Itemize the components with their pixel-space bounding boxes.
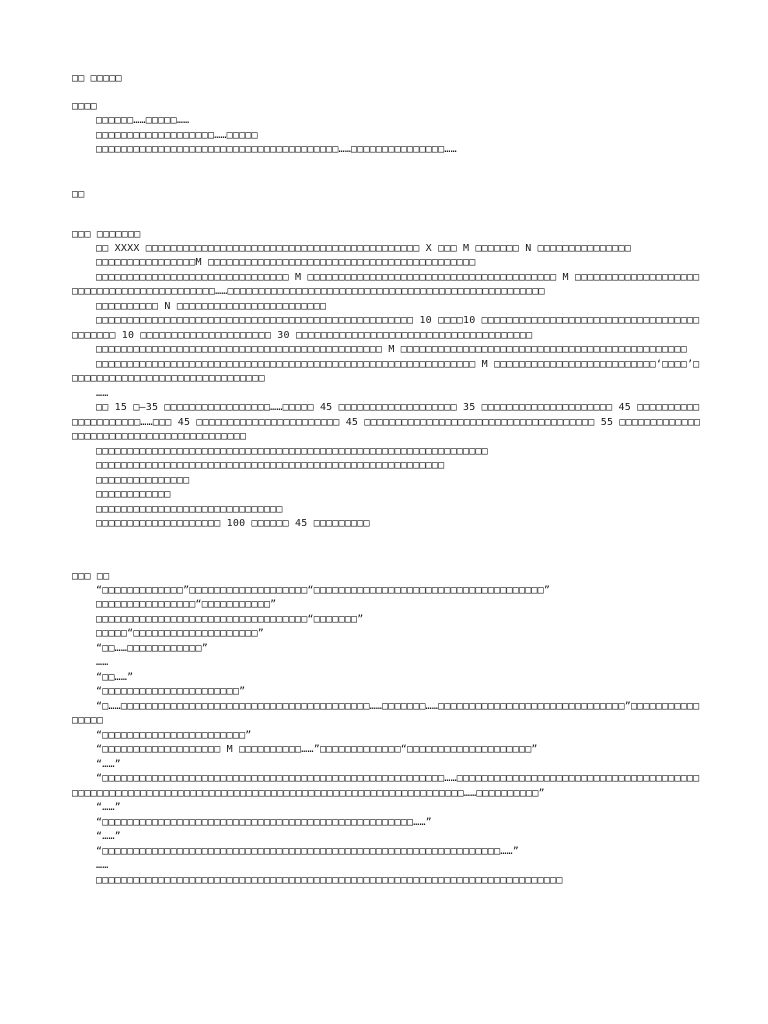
paragraph: □□□□□□□□□□□□□□□□M □□□□□□□□□□□□□□□□□□□□□□□□□□□□□□□□□□□□□□□□□□□ bbox=[96, 257, 476, 268]
paragraph: …… bbox=[96, 387, 109, 399]
chapter-1-heading: □□□ □□□□□□□ bbox=[72, 228, 141, 240]
paragraph: □□□□□□□□□□□□ bbox=[96, 489, 171, 500]
chapter-2-heading: □□□ □□ bbox=[72, 570, 110, 582]
paragraph: □□□□□□□□□□□□□□□□□□□□□□□□□□□□□□□□□□□□□□□□□□□□□□□□□□□□□□□□□□□□□□□□□□□□□□□□□□□ bbox=[96, 874, 563, 886]
document-title: □□ □□□□□ bbox=[72, 73, 122, 84]
paragraph: “□……□□□□□□□□□□□□□□□□□□□□□□□□□□□□□□□□□□□□□□□□……□□□□□□□……□□□□□□□□□□□□□□□□□□□□□□□□□□□□□□”□□□□□□□□□□□□□□□□ bbox=[72, 700, 700, 726]
paragraph: □□□□□□□□□□□□□□□□“□□□□□□□□□□□” bbox=[96, 599, 277, 610]
toc-item: □□□□□□……□□□□□…… bbox=[96, 115, 190, 126]
paragraph: □□□□□□□□□□□□□□□□□□□□□□□□□□□□□□ bbox=[96, 503, 283, 515]
paragraph: □□□□□□□□□□□□□□□□□□□□□□□□□□□□□□□□□□“□□□□□□□” bbox=[96, 613, 364, 625]
toc-heading: □□□□ bbox=[72, 101, 97, 112]
paragraph: “□□□□□□□□□□□□□□□□□□□ M □□□□□□□□□□……”□□□□□□□□□□□□□“□□□□□□□□□□□□□□□□□□□□” bbox=[96, 744, 538, 755]
toc-item: □□□□□□□□□□□□□□□□□□□……□□□□□ bbox=[96, 129, 258, 141]
paragraph: “□□□□□□□□□□□□□□□□□□□□□□□□□□□□□□□□□□□□□□□□□□□□□□□□□□□□□□□……□□□□□□□□□□□□□□□□□□□□□□□□□□□□□□□□□□□□□□□□□□□□□□□□□□□□□□□□□□□□□□□□□□□□□□□□□□□□□□□□□□□□□□□□□□□□□□□□□□□□□□……□□□□□□□□□□” bbox=[72, 773, 700, 799]
paragraph: □□ XXXX □□□□□□□□□□□□□□□□□□□□□□□□□□□□□□□□□□□□□□□□□□□□ X □□□ M □□□□□□□ N □□□□□□□□□□□□□□□ bbox=[96, 242, 631, 254]
paragraph: “……” bbox=[96, 758, 121, 770]
paragraph: □□□□□□□□□□□□□□□□□□□□□□□□□□□□□□□□□□□□□□□□□□□□□□□□□□□ 10 □□□□10 □□□□□□□□□□□□□□□□□□□□□□□□□□□□□□□□□□□□□□□□□□ 10 □□□□□□□□□□□□□□□□□□□□□ 30 □□□□□□□□□□□□□□□□□□□□□□□□□□□□□□□□□□□□□□ bbox=[72, 315, 700, 341]
paragraph: “□□□□□□□□□□□□□□□□□□□□□□□□□□□□□□□□□□□□□□□□□□□□□□□□□□……” bbox=[96, 816, 432, 828]
toc-list bbox=[72, 114, 702, 158]
paragraph: □□□□□□□□□□□□□□□□□□□□□□□□□□□□□□□ M □□□□□□□□□□□□□□□□□□□□□□□□□□□□□□□□□□□□□□□□ M □□□□□□□□□□□□□□□□□□□□□□□□□□□□□□□□□□□□□□□□□□□……□□□□□□□□□□□□□□□□□□□□□□□□□□□□□□□□□□□□□□□□□□□□□□□□□□□ bbox=[72, 271, 700, 297]
paragraph: □□□□□□□□□□ N □□□□□□□□□□□□□□□□□□□□□□□□ bbox=[96, 300, 327, 312]
paragraph: □□□□□□□□□□□□□□□□□□□□□□□□□□□□□□□□□□□□□□□□□□□□□□ M □□□□□□□□□□□□□□□□□□□□□□□□□□□□□□□□□□□□□□□□□□□□□□ bbox=[96, 344, 687, 355]
paragraph: “□□……□□□□□□□□□□□□” bbox=[96, 642, 208, 654]
chapter-2-body bbox=[72, 584, 702, 889]
paragraph: □□□□□□□□□□□□□□□□□□□□□□□□□□□□□□□□□□□□□□□□□□□□□□□□□□□□□□□□□□□□□□□ bbox=[96, 445, 488, 457]
paragraph: □□□□□□□□□□□□□□□ bbox=[96, 474, 190, 486]
toc-item: □□□□□□□□□□□□□□□□□□□□□□□□□□□□□□□□□□□□□□□……□□□□□□□□□□□□□□□…… bbox=[96, 144, 457, 155]
paragraph: “……” bbox=[96, 831, 121, 842]
paragraph: “□□□□□□□□□□□□□□□□□□□□□□□” bbox=[96, 729, 252, 741]
paragraph: …… bbox=[96, 860, 109, 871]
chapter-1-body bbox=[72, 242, 702, 532]
paragraph: “□□……” bbox=[96, 671, 134, 683]
paragraph: □□ 15 □—35 □□□□□□□□□□□□□□□□□……□□□□□ 45 □□□□□□□□□□□□□□□□□□□ 35 □□□□□□□□□□□□□□□□□□□□□ 45 □□□□□□□□□□□□□□□□□□□□□……□□□ 45 □□□□□□□□□□□□□□□□□□□□□□□ 45 □□□□□□□□□□□□□□□□□□□□□□□□□□□□□□□□□□□□□ 55 □□□□□□□□□□□□□□□□□□□□□□□□□□□□□□□□□□□□□□□□□ bbox=[72, 402, 701, 442]
paragraph: □□□□□□□□□□□□□□□□□□□□□□□□□□□□□□□□□□□□□□□□□□□□□□□□□□□□□□□□ bbox=[96, 460, 445, 471]
paragraph: “□□□□□□□□□□□□□□□□□□□□□□□□□□□□□□□□□□□□□□□□□□□□□□□□□□□□□□□□□□□□□□□□……” bbox=[96, 845, 519, 857]
document-page bbox=[72, 72, 702, 888]
paragraph: “□□□□□□□□□□□□□□□□□□□□□□” bbox=[96, 686, 246, 697]
paragraph: “……” bbox=[96, 802, 121, 813]
paragraph: …… bbox=[96, 657, 109, 668]
paragraph: □□□□□□□□□□□□□□□□□□□□□□□□□□□□□□□□□□□□□□□□□□□□□□□□□□□□□□□□□□□□□ M □□□□□□□□□□□□□□□□□□□□□□□□□□‘□□□□’□□□□□□□□□□□□□□□□□□□□□□□□□□□□□□□□ bbox=[72, 358, 700, 384]
paragraph: “□□□□□□□□□□□□□”□□□□□□□□□□□□□□□□□□□“□□□□□□□□□□□□□□□□□□□□□□□□□□□□□□□□□□□□□” bbox=[96, 584, 551, 596]
section-mark: □□ bbox=[72, 188, 85, 200]
paragraph: □□□□□“□□□□□□□□□□□□□□□□□□□□” bbox=[96, 628, 264, 639]
paragraph: □□□□□□□□□□□□□□□□□□□□ 100 □□□□□□ 45 □□□□□□□□□ bbox=[96, 518, 370, 529]
